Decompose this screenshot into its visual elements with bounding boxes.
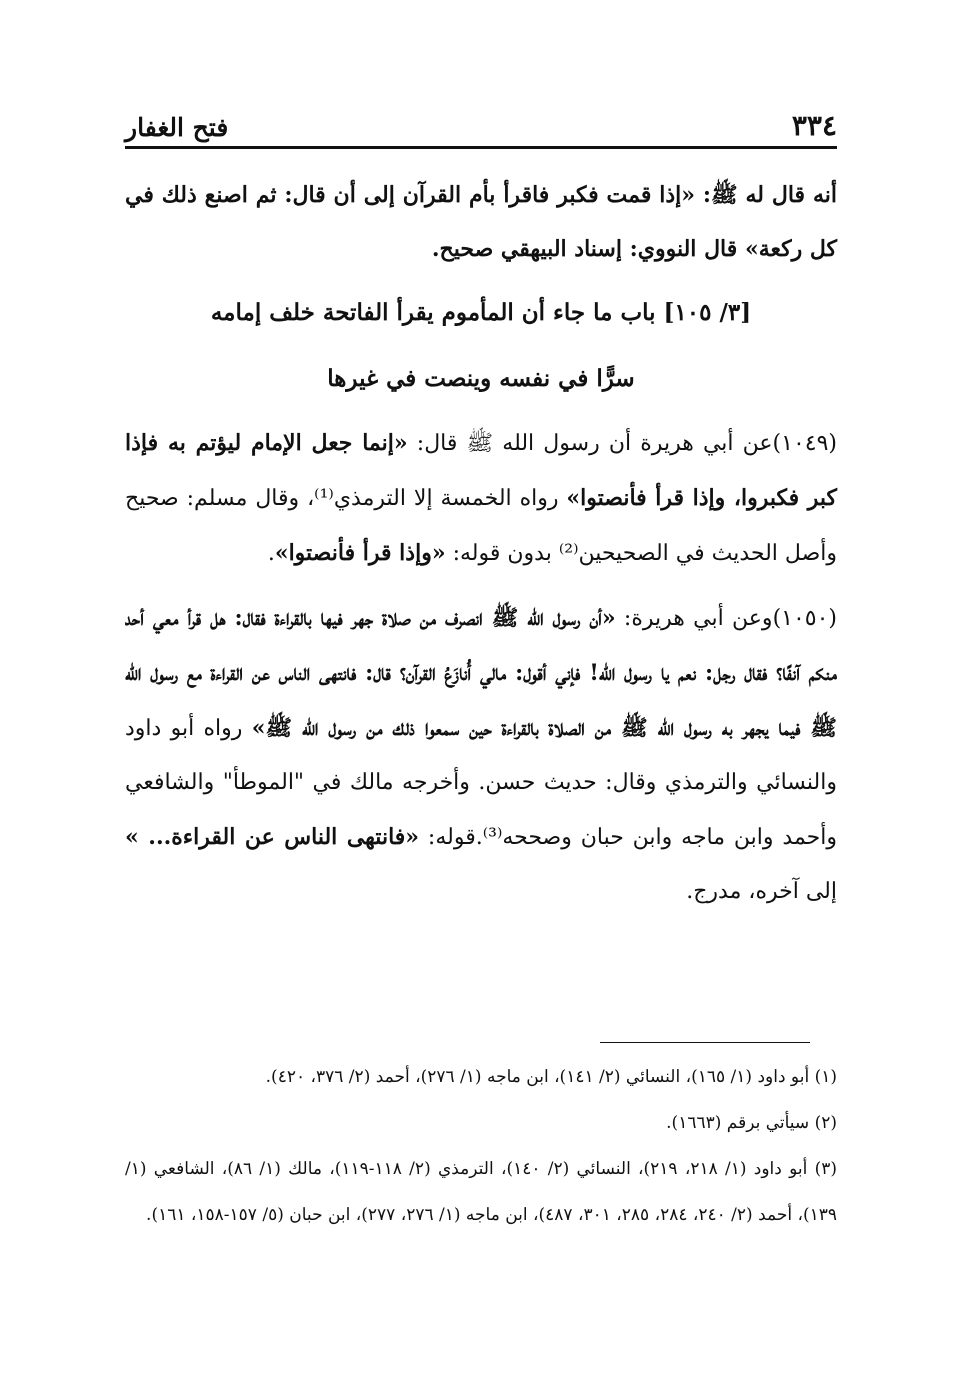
running-title: فتح الغفار bbox=[125, 113, 229, 142]
footnote-separator bbox=[600, 1042, 810, 1043]
section-heading-line-1: [٣/ ١٠٥] باب ما جاء أن المأموم يقرأ الفاتحة خلف إمامه bbox=[210, 299, 752, 326]
footnote-2: (٢) سيأتي برقم (١٦٦٣). bbox=[666, 1113, 837, 1133]
footnote-1: (١) أبو داود (١/ ١٦٥)، النسائي (٢/ ١٤١)، ابن ماجه (١/ ٢٧٦)، أحمد (٢/ ٣٧٦، ٤٢٠). bbox=[265, 1067, 837, 1087]
hadith-commentary: رواه أبو داود والنسائي والترمذي وقال: حديث حسن. وأخرجه مالك في "الموطأ" والشافعي وأحمد وابن ماجه وابن حبان وصححه⁽³⁾.قوله: bbox=[125, 716, 837, 850]
hadith-quote-2: «وإذا قرأ فأنصتوا» bbox=[274, 540, 446, 566]
page-number: ٣٣٤ bbox=[791, 109, 837, 142]
hadith-quote-2: «فانتهى الناس عن القراءة... » bbox=[125, 824, 420, 850]
hadith-intro: عن أبي هريرة أن رسول الله ﷺ قال: bbox=[407, 431, 773, 456]
footnotes bbox=[125, 1054, 837, 1238]
hadith-quote: «أن رسول الله ﷺ انصرف من صلاة جهر فيها بالقراءة فقال: هل قرأ معي أحد منكم آنفًا؟ فقال رجل: نعم يا رسول الله! فإني أقول: مالي أُنازَعُ القرآن؟ قال: فانتهى الناس عن القراءة مع رسول الله ﷺ فيما يجهر به رسول الله ﷺ من الصلاة بالقراءة حين سمعوا ذلك من رسول الله ﷺ» bbox=[125, 605, 838, 741]
hadith-end: إلى آخره، مدرج. bbox=[686, 879, 837, 904]
section-heading bbox=[125, 280, 837, 412]
hadith-commentary: رواه الخمسة إلا الترمذي⁽¹⁾، وقال مسلم: صحيح وأصل الحديث في الصحيحين⁽²⁾ بدون قوله: bbox=[125, 486, 837, 566]
paragraph-continuation: أنه قال له ﷺ: «إذا قمت فكبر فاقرأ بأم القرآن إلى أن قال: ثم اصنع ذلك في كل ركعة» قال النووي: إسناد البيهقي صحيح. bbox=[125, 182, 837, 262]
hadith-1049 bbox=[125, 416, 837, 581]
hadith-end: . bbox=[267, 541, 275, 566]
main-text bbox=[125, 168, 837, 919]
paragraph-gap bbox=[125, 581, 837, 591]
page-header bbox=[125, 96, 837, 149]
footnote-3: (٣) أبو داود (١/ ٢١٨، ٢١٩)، النسائي (٢/ ١٤٠)، الترمذي (٢/ ١١٨-١١٩)، مالك (١/ ٨٦)، الشافعي (١/ ١٣٩)، أحمد (٢/ ٢٤٠، ٢٨٤، ٢٨٥، ٣٠١، ٤٨٧)، ابن ماجه (١/ ٢٧٦، ٢٧٧)، ابن حبان (٥/ ١٥٧-١٥٨، ١٦١). bbox=[125, 1159, 838, 1225]
hadith-intro: وعن أبي هريرة: bbox=[615, 606, 773, 631]
section-heading-line-2: سرًّا في نفسه وينصت في غيرها bbox=[327, 365, 635, 392]
hadith-number: (١٠٤٩) bbox=[772, 431, 837, 456]
hadith-quote: «إنما جعل الإمام ليؤتم به فإذا كبر فكبروا، وإذا قرأ فأنصتوا» bbox=[125, 430, 837, 511]
hadith-1050 bbox=[125, 591, 837, 919]
hadith-number: (١٠٥٠) bbox=[772, 606, 838, 631]
